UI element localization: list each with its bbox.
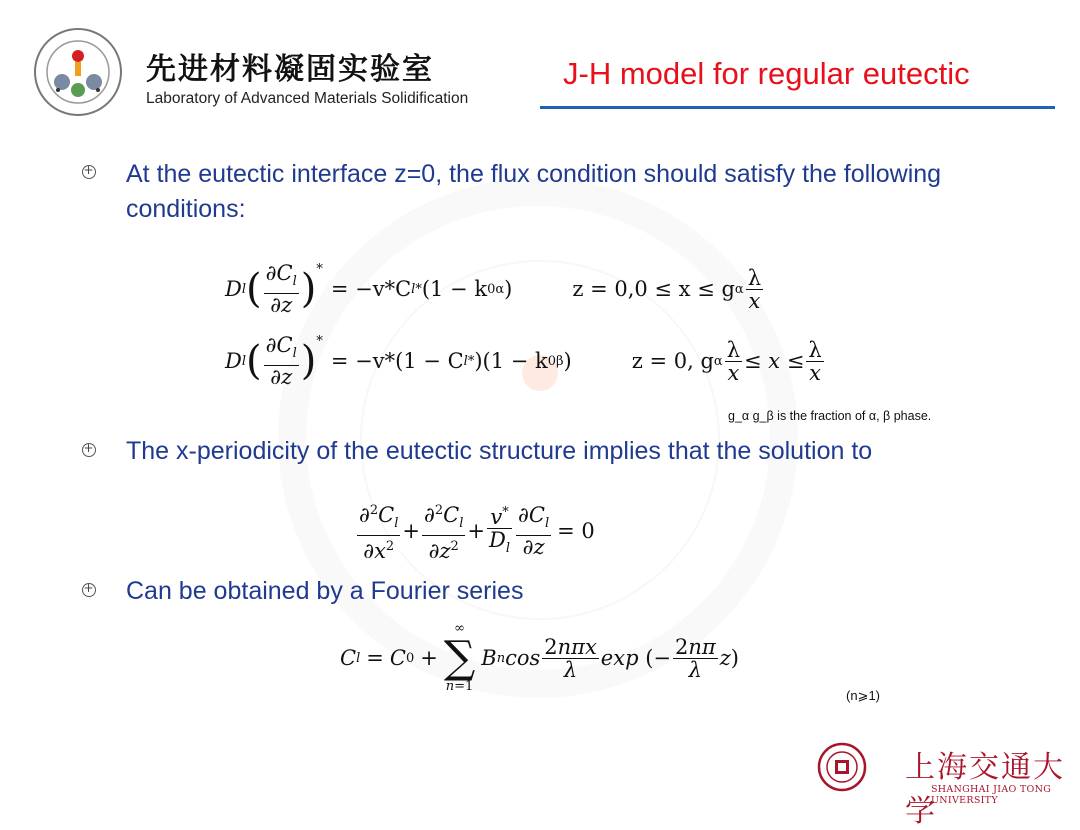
fourier-index-condition: (n⩾1) (846, 688, 881, 703)
equation-diffusion-pde: $\frac{\partial^2C_l}{\partial x^2}$ + $\frac{\partial^2C_l}{\partial z^2}$ + $\frac{v^*}{D_l}$ $\frac{\partial C_l}{\partial z}$ = 0 (355, 500, 595, 562)
title-underline (540, 106, 1055, 109)
slide-title: J-H model for regular eutectic (563, 56, 970, 91)
university-name-chinese: 上海交通大学 (905, 750, 1065, 829)
bullet-icon (82, 583, 96, 597)
university-seal-icon (817, 742, 867, 792)
bullet-text-periodicity: The x-periodicity of the eutectic structure implies that the solution to (126, 437, 873, 465)
bullet-icon (82, 165, 96, 179)
equation-fourier-series: C l = C 0 + ∞ ∑ n=1 B n cos $\frac{\text{2nπx}}{\lambda}$ exp (− $\frac{2n\pi}{\lambda}$ z ) (340, 621, 739, 694)
lab-logo-icon (32, 26, 124, 118)
bullet-text-fourier: Can be obtained by a Fourier series (126, 577, 524, 605)
equation-flux-beta: D l ( $\frac{\partial C_l}{\partial z}$ ) * = −v*(1 − C l * )(1 − k 0β ) z = 0, g α $\frac{\lambda}{x}$ ≤ x ≤ $\frac{\lambda}{x}$ (225, 333, 822, 390)
lab-name-english: Laboratory of Advanced Materials Solidification (146, 90, 469, 107)
equation-flux-alpha: D l ( $\frac{\partial C_l}{\partial z}$ ) * = −v*C l * (1 − k 0α ) z = 0,0 ≤ x ≤ g α $\frac{\lambda}{x}$ (225, 261, 762, 318)
bullet-icon (82, 443, 96, 457)
phase-fraction-note: g_α g_β is the fraction of α, β phase. (728, 409, 932, 423)
university-name-english: SHANGHAI JIAO TONG UNIVERSITY (931, 784, 1052, 806)
lab-name-chinese: 先进材料凝固实验室 (146, 52, 434, 87)
bullet-text-flux: At the eutectic interface z=0, the flux condition should satisfy the following conditions: (126, 160, 942, 223)
